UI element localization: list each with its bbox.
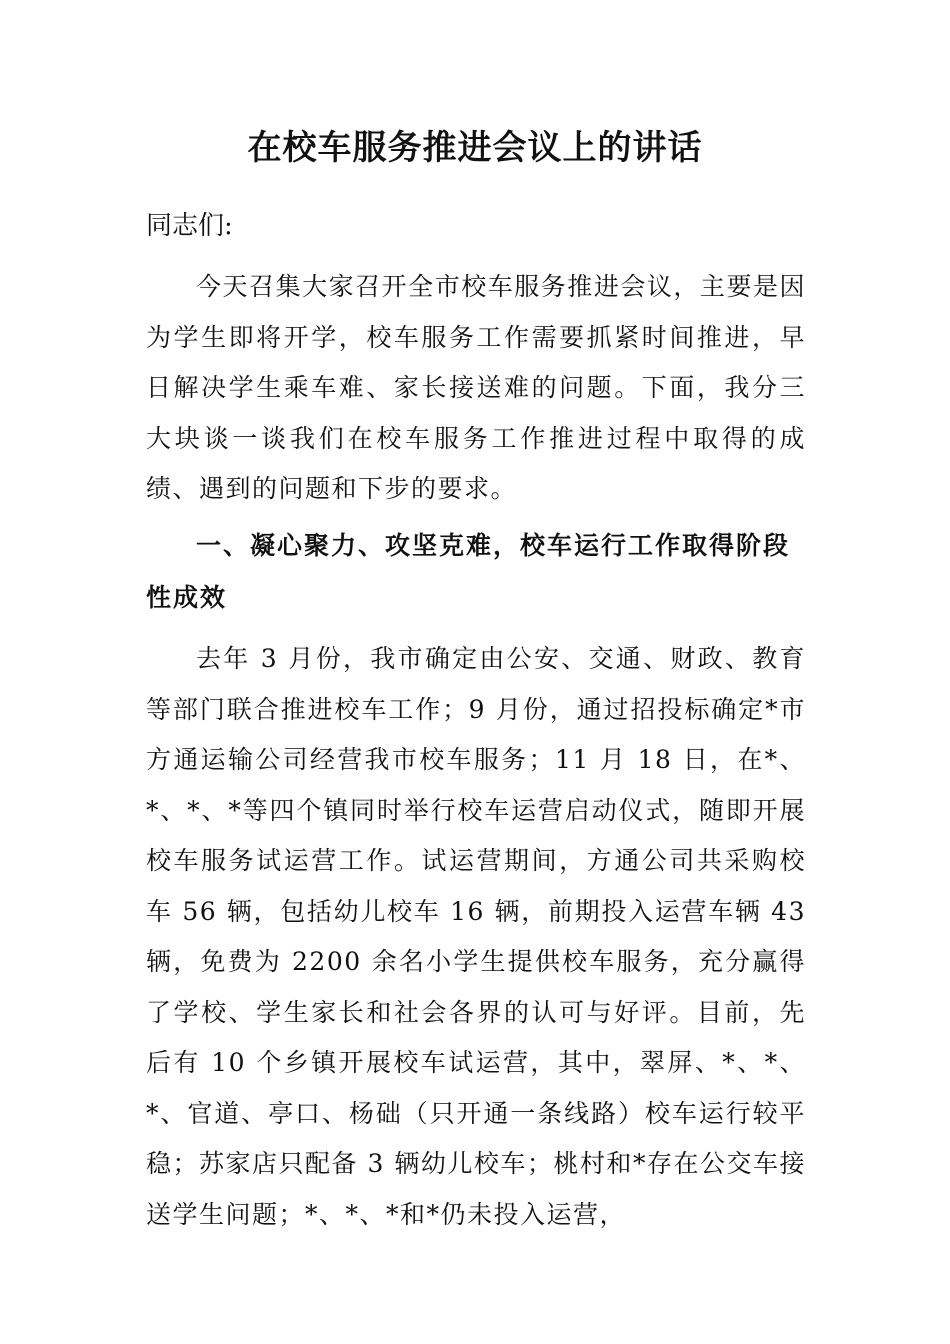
salutation: 同志们: — [146, 211, 233, 241]
paragraph-intro: 今天召集大家召开全市校车服务推进会议，主要是因为学生即将开学，校车服务工作需要抓紧时间推进，早日解决学生乘车难、家长接送难的问题。下面，我分三大块谈一谈我们在校车服务工作推进过程中取得的成绩、遇到的问题和下步的要求。 — [146, 272, 806, 503]
section-heading: 一、凝心聚力、攻坚克难，校车运行工作取得阶段性成效 — [146, 531, 791, 612]
document-title: 在校车服务推进会议上的讲话 — [247, 128, 703, 168]
paragraph-section-1: 去年 3 月份，我市确定由公安、交通、财政、教育等部门联合推进校车工作；9 月份，通过招投标确定*市方通运输公司经营我市校车服务；11 月 18 日，在*、*、*、*等四个镇同时举行校车运营启动仪式，随即开展校车服务试运营工作。试运营期间，方通公司共采购校车 56 辆，包括幼儿校车 16 辆，前期投入运营车辆 43 辆，免费为 2200 余名小学生提供校车服务，充分赢得了学校、学生家长和社会各界的认可与好评。目前，先后有 10 个乡镇开展校车试运营，其中，翠屏、*、*、*、官道、亭口、杨础（只开通一条线路）校车运行较平稳；苏家店只配备 3 辆幼儿校车；桃村和*存在公交车接送学生问题；*、*、*和*仍未投入运营， — [146, 644, 806, 1229]
